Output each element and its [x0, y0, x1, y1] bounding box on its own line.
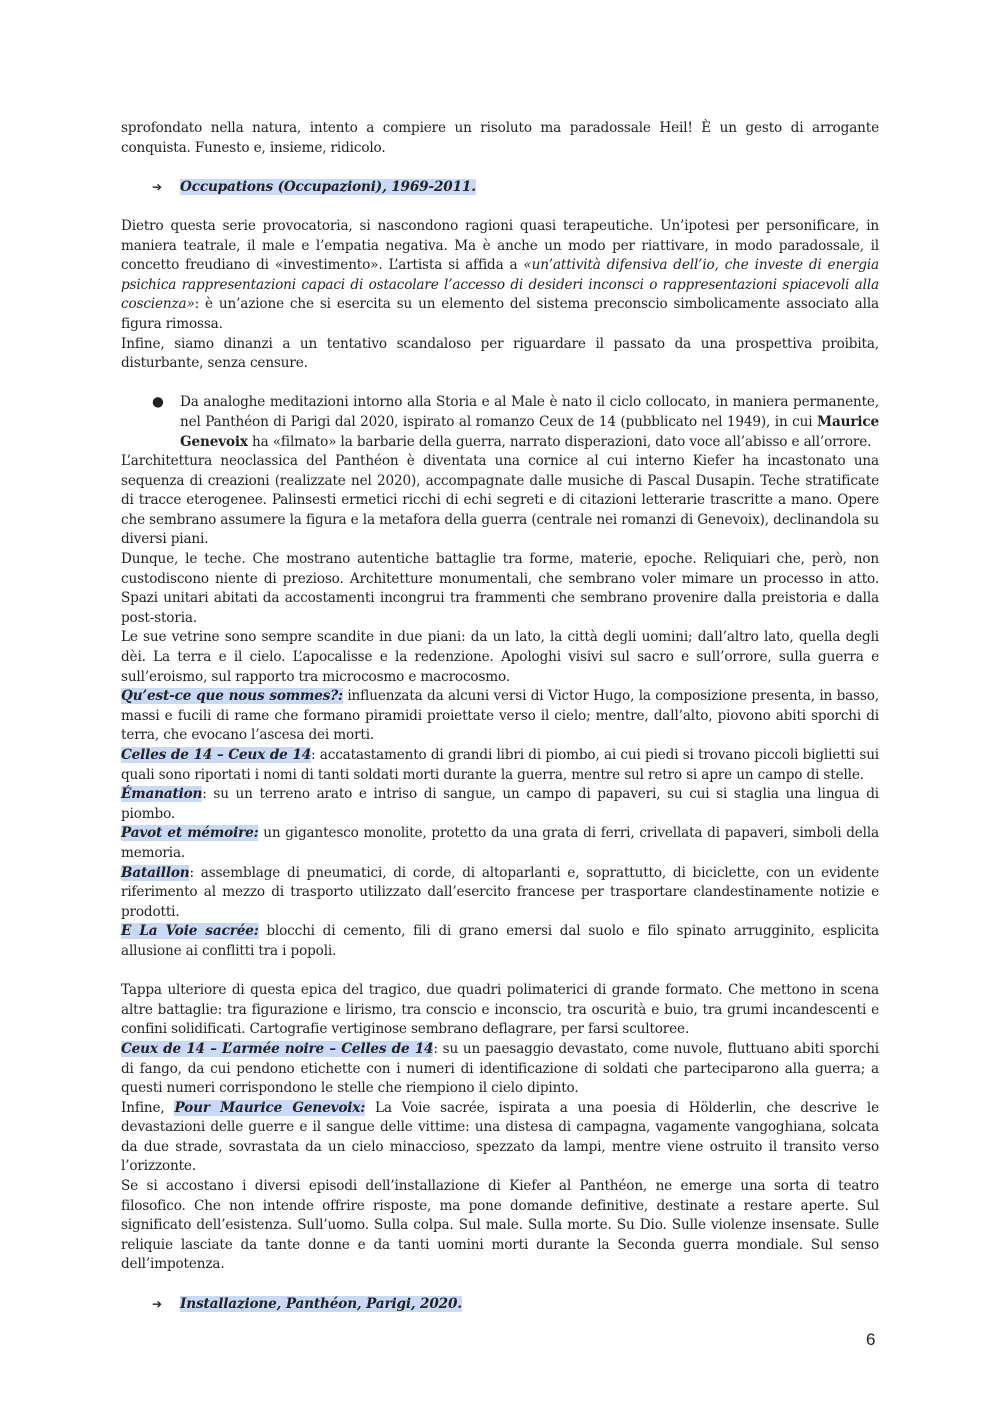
document-page: [121, 119, 879, 1314]
right-arrow-icon: ➔: [152, 1296, 162, 1311]
work-entry: [121, 922, 879, 961]
paragraph-forbidden: Infine, siamo dinanzi a un tentativo scandaloso per riguardare il passato da una prospettiva proibita, disturbante, senza censure.: [121, 335, 879, 372]
paragraph-architecture: L’architettura neoclassica del Panthéon è diventata una cornice al cui interno Kiefer ha incastonato una sequenza di creazioni (realizzate nel 2020), accompagnate dalle musiche di Pascal Dusapin. Teche stratificate di tracce eterogenee. Palinsesti ermetici ricchi di echi segreti e di citazioni letterarie trascritte a mano. Opere che sembrano assumere la figura e la metafora della guerra (centrale nei romanzi di Genevoix), declinandola su diversi piani.: [121, 453, 879, 548]
paragraph-teche: Dunque, le teche. Che mostrano autentiche battaglie tra forme, materie, epoche. Reliquiari che, però, non custodiscono niente di prezioso. Architetture monumentali, che sembrano voler mimare un processo in atto. Spazi unitari abitati da accostamenti incongrui tra frammenti che sembrano provenire dalla preistoria e dalla post-storia.: [121, 551, 879, 626]
text-span: influenzata da alcuni versi di Victor Hugo, la composizione presenta, in basso, massi e fucili di rame che formano piramidi proiettate verso il cielo; mentre, dall’alto, piovono abiti sporchi di terra, che evocano l’ascesa dei morti.: [121, 688, 879, 744]
work-title: Ceux de 14 – L’armée noire – Celles de 14: [121, 1040, 434, 1057]
text-span: blocchi di cemento, fili di grano emersi dal suolo e filo spinato arrugginito, esplicita allusione ai conflitti tra i popoli.: [121, 923, 879, 959]
paragraph-therapeutic: [121, 217, 879, 335]
work-title: Qu’est-ce que nous sommes?:: [121, 688, 343, 705]
section-heading-occupations: [152, 178, 879, 198]
text-span: Dietro questa serie provocatoria, si nascondono ragioni quasi terapeutiche. Un’ipotesi per personificare, in maniera teatrale, il male e l’empatia negativa. Ma è anche un modo per riattivare, in modo paradossale, il concetto freudiano di «investimento». L’artista si affida a: [121, 217, 879, 274]
work-entry: [121, 864, 879, 923]
text-span: ha «filmato» la barbarie della guerra, narrato disperazioni, dato voce all’abisso e all’orrore.: [247, 433, 872, 450]
paragraph-quadri: Tappa ulteriore di questa epica del tragico, due quadri polimaterici di grande formato. Che mettono in scena altre battaglie: tra figurazione e lirismo, tra conscio e inconscio, tra oscurità e buio, tra grumi incandescenti e confini solidificati. Cartografie vertiginose sembrano deflagrare, per farsi scultoree.: [121, 982, 879, 1038]
text-span: La Voie sacrée, ispirata a una poesia di Hölderlin, che descrive le devastazioni delle guerre e il sangue delle vittime: una distesa di campagna, vagamente vangoghiana, solcata da due strade, sovrastata da un cielo minaccioso, spezzato da lampi, mentre viene ostruito il transito verso l’orizzonte.: [121, 1099, 879, 1175]
quote-italic: «un’attività difensiva dell’io, che investe di energia psichica rappresentazioni capaci di ostacolare l’accesso di desideri inconsci o rappresentazioni spiacevoli alla coscienza»: [121, 257, 880, 313]
work-entry: [121, 746, 879, 785]
text-span: : assemblage di pneumatici, di corde, di altoparlanti e, soprattutto, di biciclette, con un evidente riferimento al mezzo di trasporto utilizzato dall’esercito francese per trasportare clandestinamente notizie e prodotti.: [121, 864, 879, 920]
bullet-item-pantheon: [121, 393, 879, 452]
work-title: Celles de 14 – Ceux de 14: [121, 747, 312, 763]
work-entry: [121, 785, 879, 824]
work-title: Pavot et mémoire:: [121, 825, 259, 842]
text-span: un gigantesco monolite, protetto da una grata di ferri, crivellata di papaveri, simboli della memoria.: [121, 825, 879, 861]
paragraph-intro: sprofondato nella natura, intento a compiere un risoluto ma paradossale Heil! È un gesto di arrogante conquista. Funesto e, insieme, ridicolo.: [121, 120, 879, 156]
paragraph-vetrine: Le sue vetrine sono sempre scandite in due piani: da un lato, la città degli uomini; dall’altro lato, quella degli dèi. La terra e il cielo. L’apocalisse e la redenzione. Apologhi visivi sul sacro e sull’orrore, sulla guerra e sull’eroismo, sul rapporto tra microcosmo e macrocosmo.: [121, 629, 879, 685]
page-number: 6: [866, 1330, 876, 1349]
right-arrow-icon: ➔: [152, 179, 162, 194]
work-entry: [121, 1099, 879, 1177]
work-title: Émanation: [121, 786, 203, 803]
work-entry: [121, 1040, 879, 1099]
text-span: : accatastamento di grandi libri di piombo, ai cui piedi si trovano piccoli biglietti sui quali sono riportati i nomi di tanti soldati morti durante la guerra, mentre sul retro si apre un campo di stelle.: [121, 747, 879, 783]
heading-text: Occupations (Occupazioni), 1969-2011.: [180, 178, 476, 195]
paragraph-conclusion: Se si accostano i diversi episodi dell’installazione di Kiefer al Panthéon, ne emerge una sorta di teatro filosofico. Che non intende offrire risposte, ma pone domande definitive, destinate a restare aperte. Sul significato dell’esistenza. Sull’uomo. Sulla colpa. Sul male. Sulla morte. Su Dio. Sulle violenze insensate. Sulle reliquie lasciate da tante donne e da tanti uomini morti durante la Seconda guerra mondiale. Sul senso dell’impotenza.: [121, 1178, 879, 1273]
text-span: : su un terreno arato e intriso di sangue, un campo di papaveri, su cui si staglia una lingua di piombo.: [121, 786, 879, 822]
text-span: : su un paesaggio devastato, come nuvole, fluttuano abiti sporchi di fango, da cui pendono etichette con i numeri di identificazione di soldati che parteciparono alla guerra; a questi numeri corrispondono le stelle che riempiono il cielo dipinto.: [121, 1040, 879, 1097]
heading-text: Installazione, Panthéon, Parigi, 2020.: [180, 1295, 462, 1312]
section-heading-installazione: [152, 1295, 879, 1315]
work-title: Pour Maurice Genevoix:: [174, 1099, 366, 1116]
work-entry: [121, 687, 879, 746]
author-name: Maurice Genevoix: [180, 413, 879, 450]
work-entry: [121, 824, 879, 863]
work-title: E La Voie sacrée:: [121, 923, 259, 940]
bullet-dot-icon: ●: [152, 394, 164, 411]
text-span: Da analoghe meditazioni intorno alla Storia e al Male è nato il ciclo collocato, in maniera permanente, nel Panthéon di Parigi dal 2020, ispirato al romanzo Ceux de 14 (pubblicato nel 1949), in cui: [180, 394, 879, 430]
text-span: : è un’azione che si esercita su un elemento del sistema preconscio simbolicamente associato alla figura rimossa.: [121, 296, 879, 332]
work-title: Bataillon: [121, 864, 190, 881]
text-span: Infine,: [121, 1099, 175, 1116]
